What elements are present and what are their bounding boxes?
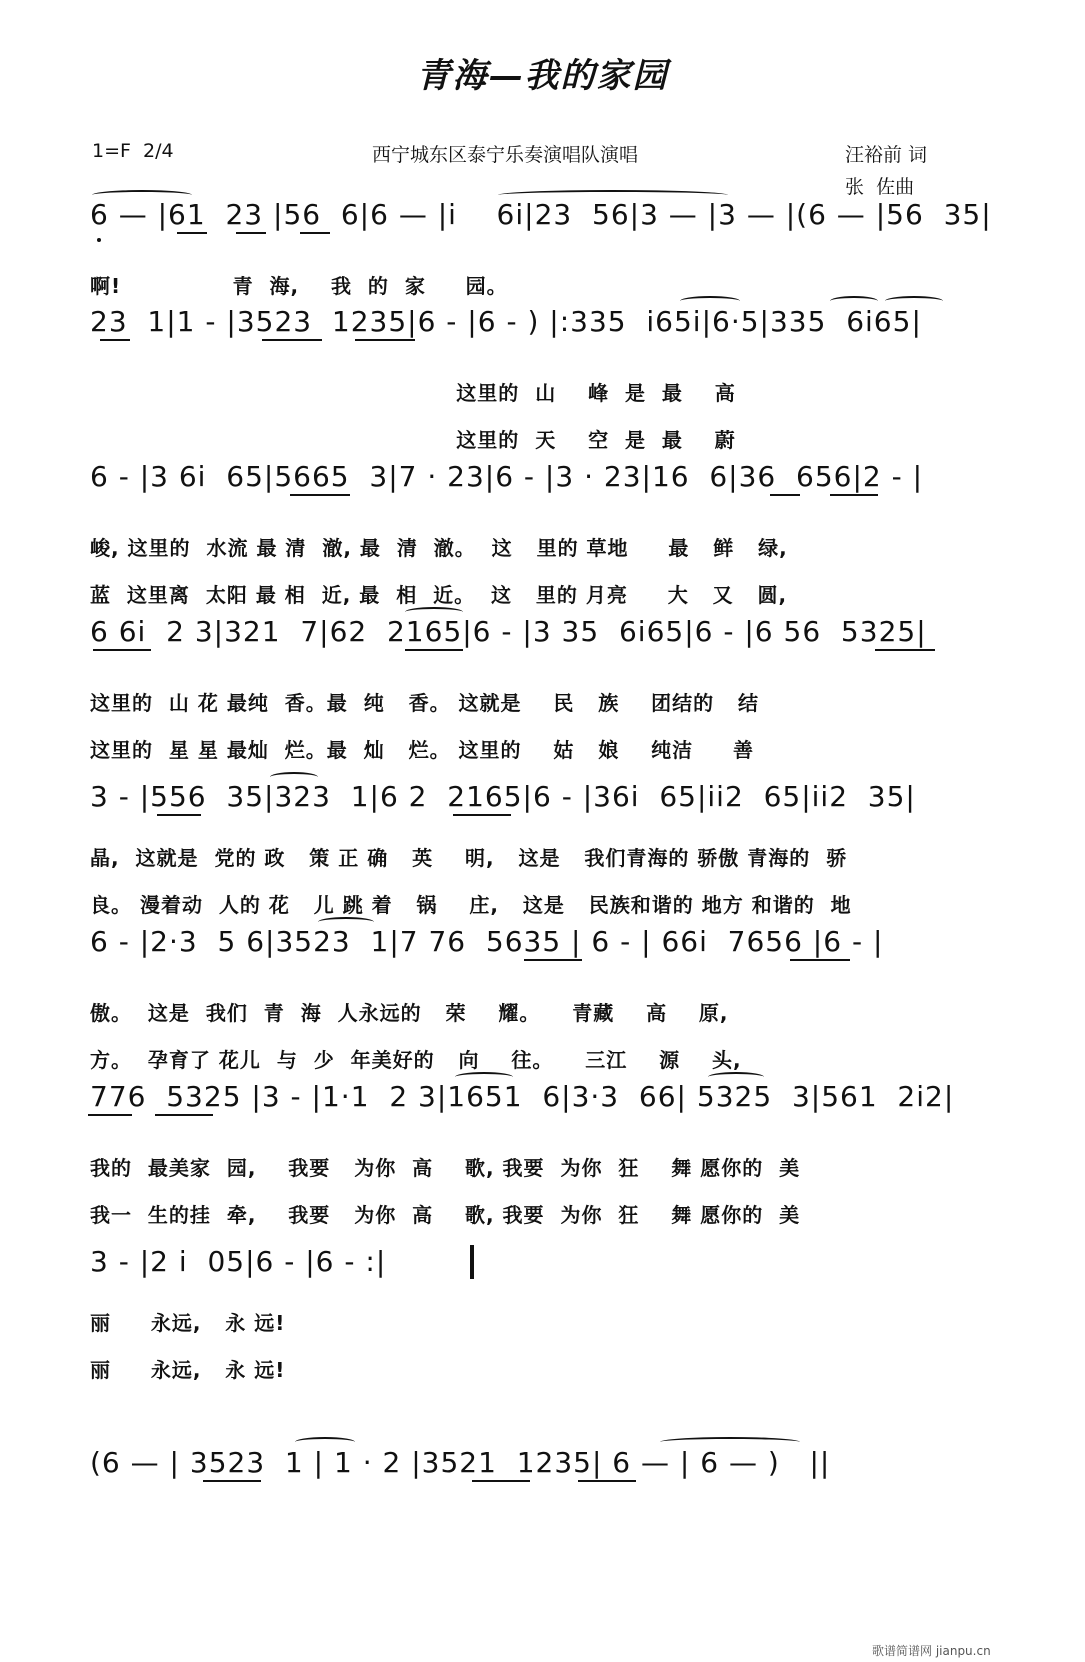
lyric-line: 丽 永远, 永 远! bbox=[90, 1358, 286, 1382]
beam-line bbox=[405, 649, 463, 651]
notation-line: 23 1|1 - |3523 1235|6 - |6 - ) |:335 i65i|6·5|335 6i65| bbox=[90, 305, 922, 338]
notation-line: 776 5325 |3 - |1·1 2 3|1651 6|3·3 66| 5325 3|561 2i2| bbox=[90, 1080, 955, 1113]
octave-dot bbox=[97, 238, 101, 242]
beam-line bbox=[830, 494, 878, 496]
slur bbox=[92, 190, 192, 200]
beam-line bbox=[262, 339, 322, 341]
page-title: 青海—我的家园 bbox=[416, 56, 669, 96]
slur bbox=[270, 772, 318, 782]
beam-line bbox=[100, 339, 130, 341]
lyric-line: 我的 最美家 园, 我要 为你 高 歌, 我要 为你 狂 舞 愿你的 美 bbox=[90, 1156, 801, 1180]
lyric-line: 傲。 这是 我们 青 海 人永远的 荣 耀。 青藏 高 原, bbox=[90, 1001, 729, 1025]
beam-line bbox=[875, 649, 935, 651]
lyric-line: 我一 生的挂 牵, 我要 为你 高 歌, 我要 为你 狂 舞 愿你的 美 bbox=[90, 1203, 801, 1227]
beam-line bbox=[524, 959, 582, 961]
watermark: 歌谱简谱网 jianpu.cn bbox=[872, 1644, 991, 1658]
lyric-line: 方。 孕育了 花儿 与 少 年美好的 向 往。 三江 源 头, bbox=[90, 1048, 742, 1072]
notation-line: 3 - |2 i 05|6 - |6 - :| bbox=[90, 1245, 387, 1278]
notation-line: 6 - |3 6i 65|5665 3|7 · 23|6 - |3 · 23|16 6|36 656|2 - | bbox=[90, 460, 924, 493]
beam-line bbox=[355, 339, 415, 341]
slur bbox=[318, 917, 374, 927]
composer-credit: 张 佐曲 bbox=[845, 176, 915, 198]
beam-line bbox=[790, 959, 850, 961]
lyric-line: 这里的 星 星 最灿 烂。最 灿 烂。 这里的 姑 娘 纯洁 善 bbox=[90, 738, 754, 762]
lyric-line: 啊! 青 海, 我 的 家 园。 bbox=[90, 274, 508, 298]
beam-line bbox=[453, 814, 511, 816]
slur bbox=[830, 296, 878, 306]
beam-line bbox=[155, 1114, 213, 1116]
beam-line bbox=[290, 494, 350, 496]
beam-line bbox=[93, 649, 151, 651]
beam-line bbox=[157, 814, 201, 816]
lyric-line: 这里的 天 空 是 最 蔚 bbox=[90, 428, 736, 452]
beam-line bbox=[300, 232, 330, 234]
beam-line bbox=[203, 1480, 261, 1482]
lyric-line: 丽 永远, 永 远! bbox=[90, 1311, 286, 1335]
slur bbox=[405, 607, 463, 617]
notation-line: 6 — |61 23 |56 6|6 — |i 6i|23 56|3 — |3 — |(6 — |56 35| bbox=[90, 198, 992, 231]
slur bbox=[885, 296, 943, 306]
repeat-end bbox=[470, 1245, 474, 1279]
lyricist-credit: 汪裕前 词 bbox=[845, 144, 928, 166]
lyric-line: 这里的 山 峰 是 最 高 bbox=[90, 381, 736, 405]
lyric-line: 蓝 这里离 太阳 最 相 近, 最 相 近。 这 里的 月亮 大 又 圆, bbox=[90, 583, 788, 607]
slur bbox=[498, 190, 728, 200]
beam-line bbox=[177, 232, 207, 234]
beam-line bbox=[472, 1480, 530, 1482]
beam-line bbox=[770, 494, 800, 496]
lyric-line: 晶, 这就是 党的 政 策 正 确 英 明, 这是 我们青海的 骄傲 青海的 骄 bbox=[90, 846, 848, 870]
beam-line bbox=[578, 1480, 636, 1482]
slur bbox=[680, 296, 740, 306]
performer-credit: 西宁城东区泰宁乐奏演唱队演唱 bbox=[372, 144, 639, 166]
slur bbox=[708, 1072, 764, 1082]
slur bbox=[455, 1072, 513, 1082]
lyric-line: 良。 漫着动 人的 花 儿 跳 着 锅 庄, 这是 民族和谐的 地方 和谐的 地 bbox=[90, 893, 852, 917]
lyric-line: 峻, 这里的 水流 最 清 澈, 最 清 澈。 这 里的 草地 最 鲜 绿, bbox=[90, 536, 788, 560]
beam-line bbox=[236, 232, 266, 234]
notation-line: 3 - |556 35|323 1|6 2 2165|6 - |36i 65|ii2 65|ii2 35| bbox=[90, 780, 916, 813]
key-signature: 1=F 2/4 bbox=[92, 140, 174, 162]
notation-line: (6 — | 3523 1 | 1 · 2 |3521 1235| 6 — | 6 — ) || bbox=[90, 1446, 831, 1479]
slur bbox=[660, 1437, 800, 1447]
notation-line: 6 6i 2 3|321 7|62 2165|6 - |3 35 6i65|6 - |6 56 5325| bbox=[90, 615, 927, 648]
notation-line: 6 - |2·3 5 6|3523 1|7 76 5635 | 6 - | 66i 7656 |6 - | bbox=[90, 925, 884, 958]
beam-line bbox=[88, 1114, 132, 1116]
slur bbox=[295, 1437, 355, 1447]
lyric-line: 这里的 山 花 最纯 香。最 纯 香。 这就是 民 族 团结的 结 bbox=[90, 691, 760, 715]
